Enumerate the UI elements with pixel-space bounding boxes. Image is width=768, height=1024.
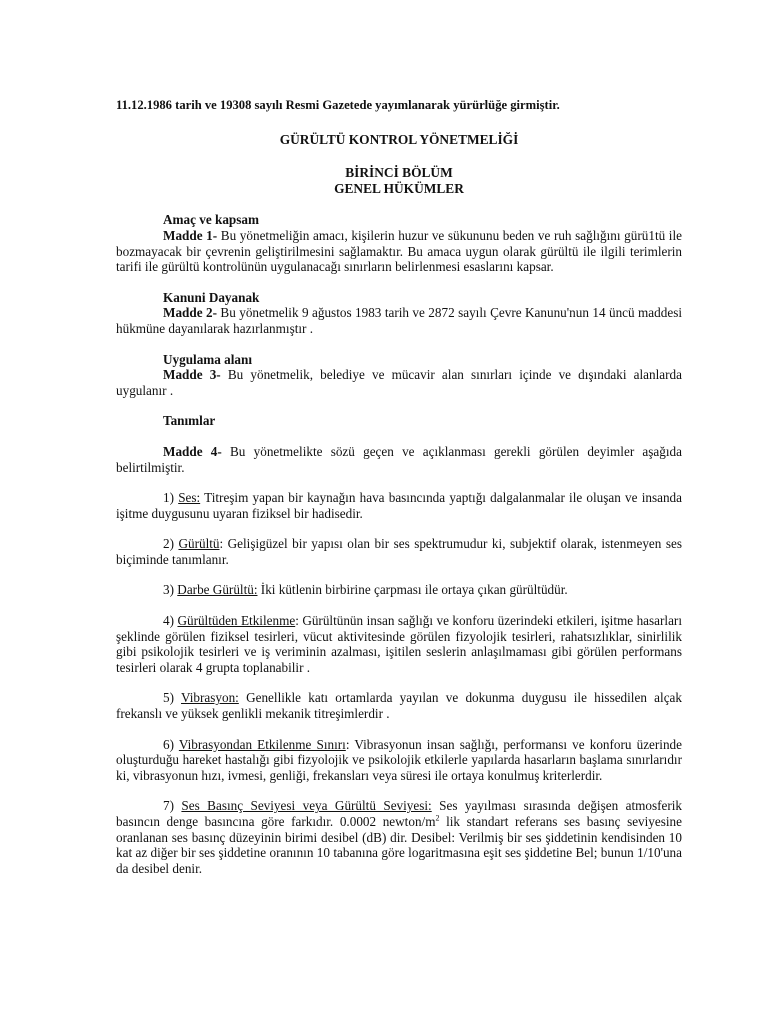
- definition-number: 7): [163, 798, 182, 814]
- definition-7: [116, 798, 682, 876]
- chapter-number: BİRİNCİ BÖLÜM: [345, 165, 453, 181]
- article-1-heading: Amaç ve kapsam: [163, 212, 259, 228]
- article-1: [116, 212, 682, 274]
- definition-term: Gürültüden Etkilenme: [177, 613, 296, 629]
- definition-5: [116, 690, 682, 721]
- article-3-body: [116, 367, 682, 398]
- definition-text: Titreşim yapan bir kaynağın hava basıncında yaptığı dalgalanmalar ile oluşan ve insanda işitme duygusunu uyaran fiziksel bir hadisedir.: [116, 490, 682, 521]
- article-2-heading: Kanuni Dayanak: [163, 289, 260, 305]
- article-3-label: Madde 3-: [163, 367, 221, 383]
- definition-term: Ses Basınç Seviyesi veya Gürültü Seviyesi:: [181, 798, 432, 814]
- superscript-exponent: 2: [435, 813, 440, 823]
- definition-2: [116, 536, 682, 567]
- article-4-label: Madde 4-: [163, 443, 222, 459]
- definition-term: Ses:: [178, 490, 201, 506]
- definition-term: Gürültü: [178, 536, 220, 552]
- definition-number: 6): [163, 736, 179, 752]
- definition-3: [116, 582, 682, 598]
- article-2: [116, 290, 682, 337]
- publication-note: 11.12.1986 tarih ve 19308 sayılı Resmi Gazetede yayımlanarak yürürlüğe girmiştir.: [116, 98, 560, 112]
- definition-1: [116, 490, 682, 521]
- definition-number: 1): [163, 490, 179, 506]
- document-page: [116, 98, 682, 876]
- article-3: [116, 352, 682, 399]
- article-2-text: Bu yönetmelik 9 ağustos 1983 tarih ve 2872 sayılı Çevre Kanunu'nun 14 üncü maddesi hükmüne dayanılarak hazırlanmıştır .: [116, 305, 682, 336]
- article-1-label: Madde 1-: [163, 227, 218, 243]
- definition-term: Vibrasyon:: [181, 690, 239, 706]
- definition-term: Darbe Gürültü:: [177, 582, 258, 598]
- article-4-heading: Tanımlar: [163, 413, 216, 429]
- article-2-body: [116, 305, 682, 336]
- definition-text: Genellikle katı ortamlarda yayılan ve dokunma duygusu ile hissedilen alçak frekanslı ve yüksek genlikli mekanik titreşimlerdir .: [116, 690, 682, 722]
- definition-text: : Gelişigüzel bir yapısı olan bir ses spektrumudur ki, subjektif olarak, istenmeyen ses biçiminde tanımlanır.: [116, 536, 682, 567]
- regulation-title: GÜRÜLTÜ KONTROL YÖNETMELİĞİ: [279, 131, 519, 147]
- definition-text-continued: lik standart referans ses basınç seviyesine oranlanan ses basınç düzeyinin birimi desibel (dB) dir. Desibel: Verilmiş bir ses şiddetinin kendisinden 10 kat az diğer bir ses şiddetine oranının 10 tabanına göre logaritmasına eşit ses şiddetine Bel; bunun 1/10'una da desibel denir.: [116, 814, 683, 876]
- definition-text: İki kütlenin birbirine çarpması ile ortaya çıkan gürültüdür.: [257, 582, 568, 598]
- definition-text: Ses yayılması sırasında değişen atmosferik basıncın denge basıncına göre farkıdır. 0.0002 newton/m: [116, 798, 682, 829]
- definition-6: [116, 737, 682, 784]
- definition-number: 3): [163, 582, 178, 598]
- article-1-body: [116, 228, 682, 275]
- article-3-text: Bu yönetmelik, belediye ve mücavir alan sınırları içinde ve dışındaki alanlarda uygulanır .: [116, 367, 682, 398]
- article-2-label: Madde 2-: [163, 305, 217, 321]
- article-4-text: Bu yönetmelikte sözü geçen ve açıklanması gerekli görülen deyimler aşağıda belirtilmiştir.: [116, 443, 682, 475]
- article-4-body: [116, 444, 682, 475]
- definition-text: : Vibrasyonun insan sağlığı, performansı ve konforu üzerinde oluşturduğu hareket hastalığı gibi fizyolojik ve psikolojik etkilerle yapılarda hasarların başlama sınırlarıdır ki, vibrasyonun hızı, ivmesi, genliği, frekansları veya süresi ile ortaya konulmuş kriterlerdir.: [116, 736, 683, 783]
- article-1-text: Bu yönetmeliğin amacı, kişilerin huzur ve sükununu beden ve ruh sağlığını gürü1tü ile bozmayacak bir çevrenin geliştirilmesini sağlamaktır. Bu amaca uygun olarak gürültü ile ilgili terimlerin tarifi ile gürültü kontrolünün uygulanacağı sınırların belirlenmesi esaslarını kapsar.: [116, 227, 682, 275]
- chapter-heading: [116, 165, 682, 196]
- definition-number: 4): [163, 613, 178, 629]
- definition-number: 2): [163, 536, 179, 552]
- definition-4: [116, 613, 682, 675]
- chapter-title: GENEL HÜKÜMLER: [334, 180, 464, 196]
- definition-text: : Gürültünün insan sağlığı ve konforu üzerindeki etkileri, işitme hasarları şeklinde görülen fiziksel tesirleri, vücut aktivitesinde görülen fizyolojik tesirleri, rahatsızlıklar, sinirlilik gibi psikolojik tesirleri ve iş veriminin azalması, işitilen seslerin anlaşılmaması gibi görülen performans tesirleri olarak 4 grupta toplanabilir .: [116, 613, 682, 675]
- definition-number: 5): [163, 690, 182, 706]
- article-3-heading: Uygulama alanı: [163, 351, 253, 367]
- definition-term: Vibrasyondan Etkilenme Sınırı: [178, 736, 346, 752]
